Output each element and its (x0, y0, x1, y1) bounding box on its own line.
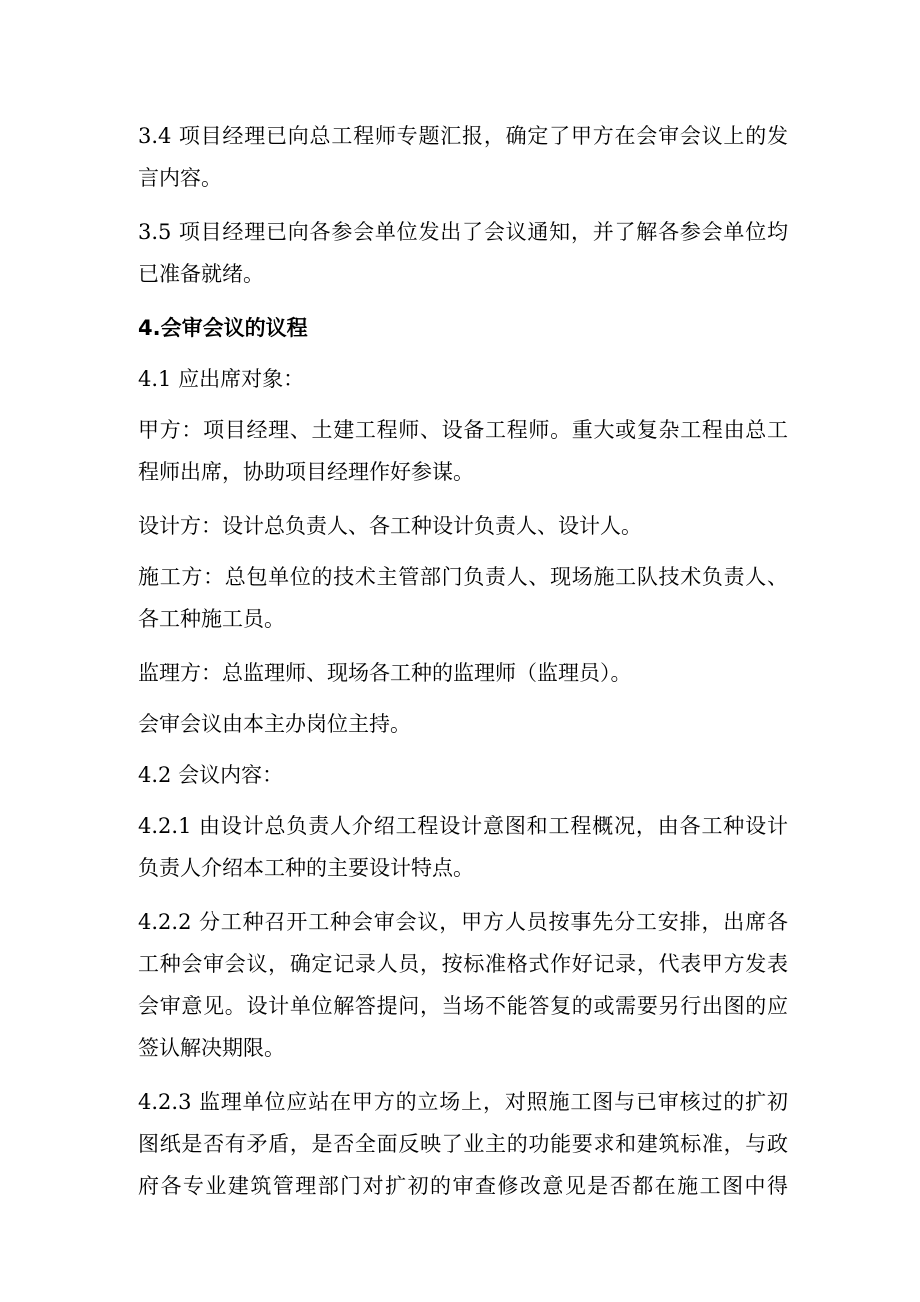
paragraph-jianlifang (138, 652, 788, 694)
paragraph-3-4 (138, 115, 788, 199)
paragraph-4-2-3 (138, 1081, 788, 1207)
text-line: 设计方：设计总负责人、各工种设计负责人、设计人。 (138, 514, 642, 538)
paragraph-4-1 (138, 358, 788, 400)
paragraph-shejifang (138, 505, 788, 547)
text-line: 4.2.3 监理单位应站在甲方的立场上，对照施工图与已审核过的扩初 (138, 1090, 788, 1114)
paragraph-3-5 (138, 211, 788, 295)
document-page (138, 115, 788, 1219)
section-heading-4 (138, 307, 788, 349)
text-line: 4.1 应出席对象： (138, 367, 305, 391)
text-line: 4.2.1 由设计总负责人介绍工程设计意图和工程概况，由各工种设计 (138, 814, 788, 838)
text-line: 程师出席，协助项目经理作好参谋。 (138, 460, 474, 484)
paragraph-zhuchi (138, 703, 788, 745)
heading-text: 4.会审会议的议程 (138, 316, 308, 340)
text-line: 工种会审会议，确定记录人员，按标准格式作好记录，代表甲方发表 (138, 952, 788, 976)
text-line: 府各专业建筑管理部门对扩初的审查修改意见是否都在施工图中得 (138, 1174, 788, 1198)
paragraph-4-2-2 (138, 901, 788, 1069)
text-line: 监理方：总监理师、现场各工种的监理师（监理员）。 (138, 661, 632, 685)
text-line: 签认解决期限。 (138, 1036, 285, 1060)
text-line: 4.2.2 分工种召开工种会审会议，甲方人员按事先分工安排，出席各 (138, 910, 788, 934)
text-line: 3.4 项目经理已向总工程师专题汇报，确定了甲方在会审会议上的发 (138, 124, 788, 148)
text-line: 各工种施工员。 (138, 607, 285, 631)
text-line: 会审会议由本主办岗位主持。 (138, 712, 411, 736)
text-line: 3.5 项目经理已向各参会单位发出了会议通知，并了解各参会单位均 (138, 220, 788, 244)
text-line: 施工方：总包单位的技术主管部门负责人、现场施工队技术负责人、 (138, 565, 788, 589)
text-line: 甲方：项目经理、土建工程师、设备工程师。重大或复杂工程由总工 (138, 418, 788, 442)
text-line: 已准备就绪。 (138, 262, 264, 286)
paragraph-4-2 (138, 754, 788, 796)
text-line: 负责人介绍本工种的主要设计特点。 (138, 856, 474, 880)
text-line: 会审意见。设计单位解答提问，当场不能答复的或需要另行出图的应 (138, 994, 788, 1018)
paragraph-jiafang (138, 409, 788, 493)
text-line: 4.2 会议内容： (138, 763, 284, 787)
text-line: 图纸是否有矛盾，是否全面反映了业主的功能要求和建筑标准，与政 (138, 1132, 788, 1156)
text-line: 言内容。 (138, 166, 222, 190)
paragraph-shigongfang (138, 556, 788, 640)
paragraph-4-2-1 (138, 805, 788, 889)
